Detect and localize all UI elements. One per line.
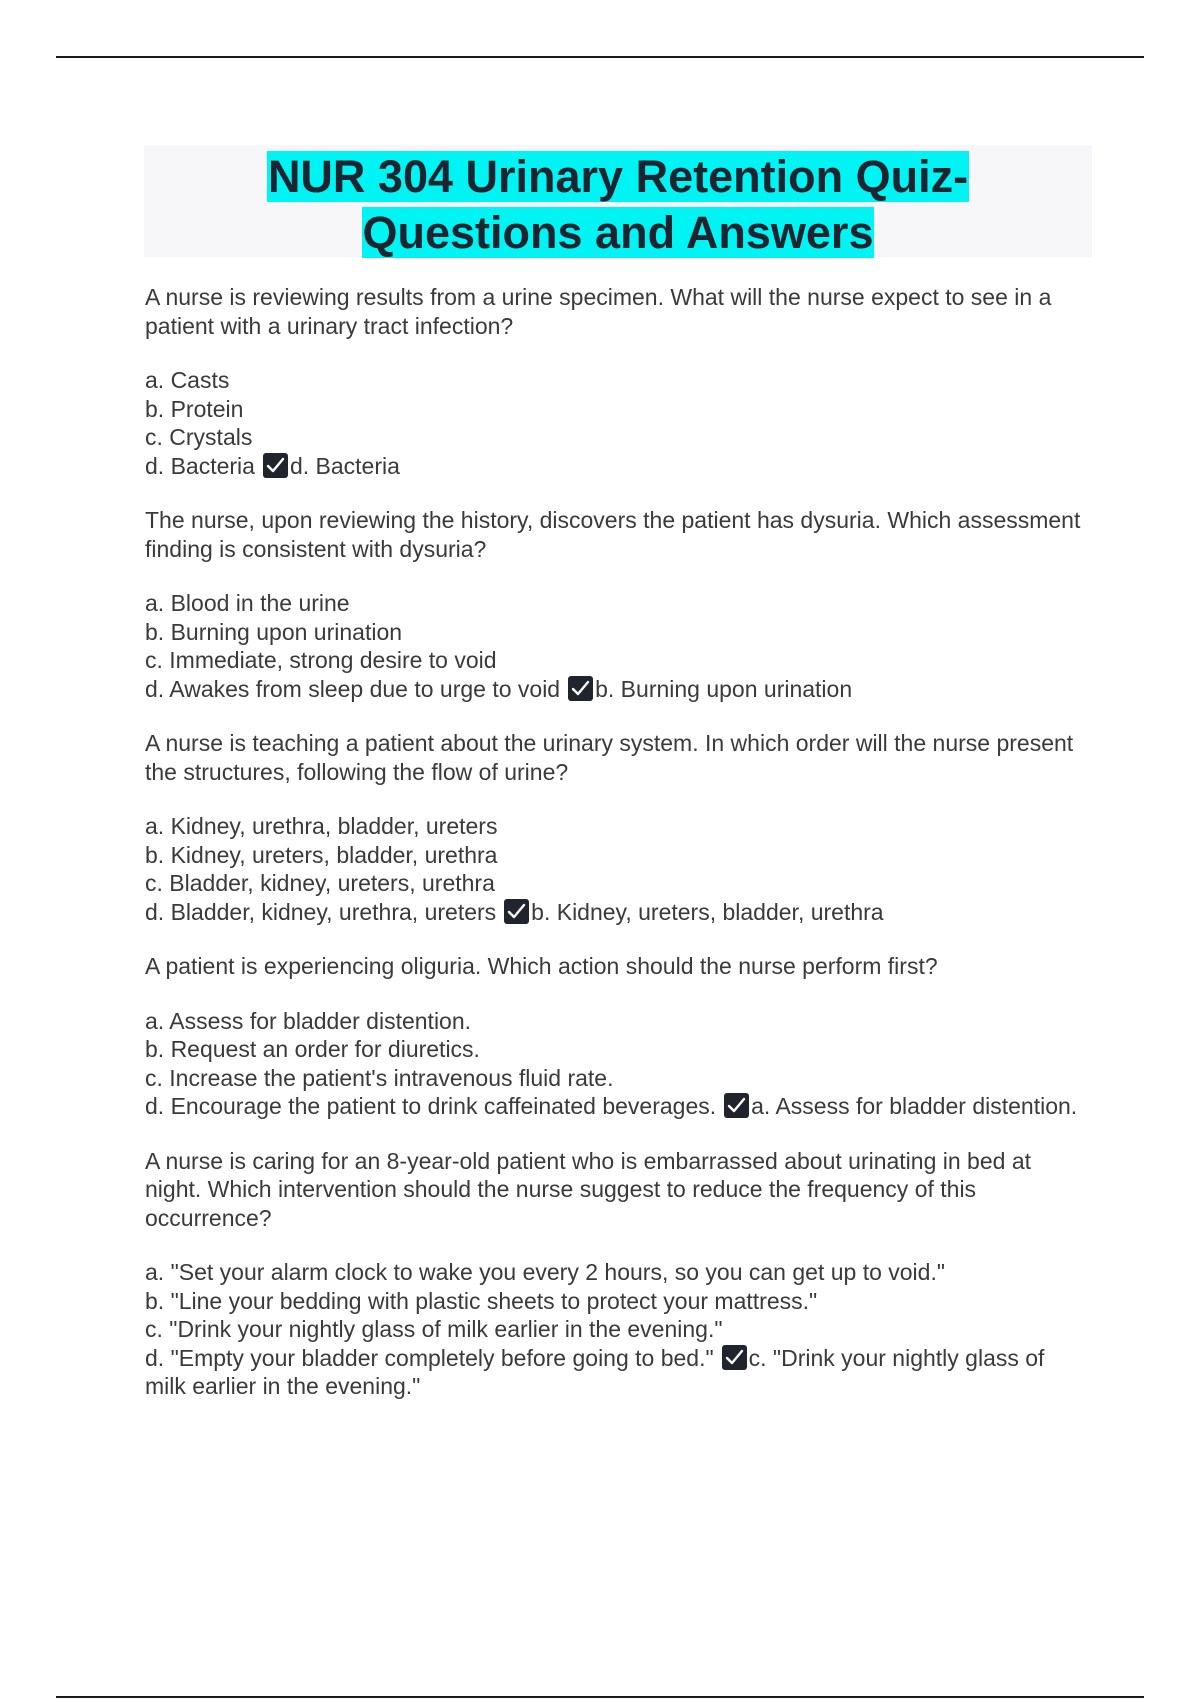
checkmark-icon — [722, 1345, 747, 1370]
option-b: b. Request an order for diuretics. — [145, 1036, 480, 1062]
header-rule — [56, 56, 1144, 58]
option-a: a. Blood in the urine — [145, 590, 350, 616]
option-d: d. Encourage the patient to drink caffeinated beverages. — [145, 1093, 717, 1119]
question-text: A patient is experiencing oliguria. Which action should the nurse perform first? — [145, 953, 938, 979]
option-c: c. Crystals — [145, 424, 253, 450]
checkmark-icon — [568, 676, 593, 701]
option-c: c. Bladder, kidney, ureters, urethra — [145, 870, 495, 896]
option-list — [145, 589, 1090, 703]
option-b: b. Burning upon urination — [145, 618, 403, 645]
option-d-with-answer — [145, 1344, 1090, 1401]
option-list — [145, 812, 1090, 926]
option-a: a. Kidney, urethra, bladder, ureters — [145, 813, 498, 839]
question-text: A nurse is reviewing results from a urine specimen. What will the nurse expect to see in a patient with a urinary tract infection? — [145, 284, 1052, 339]
answer-text: b. Kidney, ureters, bladder, urethra — [531, 898, 884, 925]
option-list — [145, 366, 1090, 480]
option-b: b. Kidney, ureters, bladder, urethra — [145, 841, 498, 868]
title-band — [144, 145, 1092, 257]
option-list — [145, 1007, 1090, 1121]
page-title-line-1: NUR 304 Urinary Retention Quiz- — [267, 151, 969, 202]
option-b: b. "Line your bedding with plastic sheets to protect your mattress." — [145, 1287, 818, 1314]
option-d: d. Bacteria — [145, 452, 255, 479]
option-c: c. "Drink your nightly glass of milk earlier in the evening." — [145, 1316, 723, 1342]
checkmark-icon — [724, 1093, 749, 1118]
option-a: a. "Set your alarm clock to wake you every 2 hours, so you can get up to void." — [145, 1259, 946, 1285]
quiz-item — [145, 506, 1090, 703]
quiz-item — [145, 283, 1090, 480]
option-a: a. Assess for bladder distention. — [145, 1007, 472, 1034]
quiz-item — [145, 952, 1090, 1121]
page-title — [144, 149, 1092, 261]
option-d: d. Awakes from sleep due to urge to void — [145, 675, 561, 702]
option-d: d. "Empty your bladder completely before going to bed." — [145, 1344, 714, 1371]
page-title-line-2: Questions and Answers — [362, 207, 874, 258]
option-a: a. Casts — [145, 367, 230, 393]
answer-text: d. Bacteria — [289, 452, 400, 479]
checkmark-icon — [263, 453, 288, 478]
option-b: b. Protein — [145, 395, 244, 422]
option-d-with-answer — [145, 452, 1090, 481]
answer-text: c. "Drink your nightly glass of milk earlier in the evening." — [145, 1344, 1045, 1399]
answer-text: a. Assess for bladder distention. — [751, 1093, 1078, 1119]
question-text: The nurse, upon reviewing the history, discovers the patient has dysuria. Which assessment finding is consistent with dysuria? — [145, 507, 1081, 562]
footer-rule — [56, 1696, 1144, 1698]
question-text: A nurse is teaching a patient about the urinary system. In which order will the nurse present the structures, following the flow of urine? — [145, 730, 1074, 785]
option-list — [145, 1258, 1090, 1401]
option-c: c. Immediate, strong desire to void — [145, 647, 497, 673]
option-d-with-answer — [145, 1092, 1090, 1121]
quiz-item — [145, 729, 1090, 926]
question-text: A nurse is caring for an 8-year-old patient who is embarrassed about urinating in bed at night. Which intervention should the nurse suggest to reduce the frequency of this occurrence? — [145, 1147, 1032, 1231]
option-d: d. Bladder, kidney, urethra, ureters — [145, 898, 497, 925]
option-d-with-answer — [145, 898, 1090, 927]
option-c: c. Increase the patient's intravenous fluid rate. — [145, 1064, 614, 1091]
quiz-item — [145, 1147, 1090, 1401]
checkmark-icon — [504, 899, 529, 924]
quiz-content — [145, 283, 1090, 1427]
answer-text: b. Burning upon urination — [595, 675, 853, 702]
option-d-with-answer — [145, 675, 1090, 704]
